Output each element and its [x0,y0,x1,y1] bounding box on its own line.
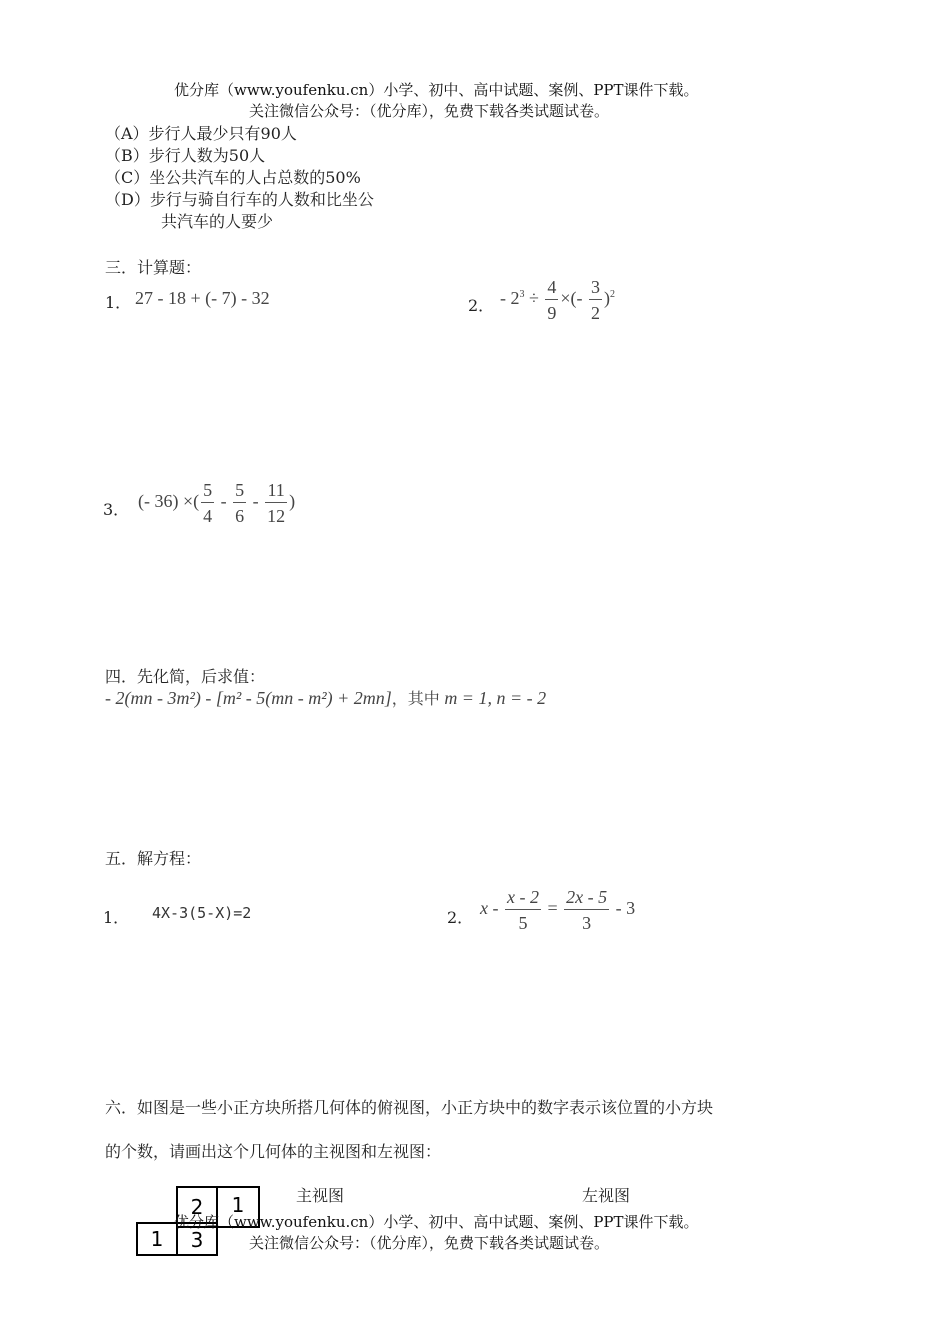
option-c: （C）坐公共汽车的人占总数的50% [105,168,361,187]
option-b: （B）步行人数为50人 [105,146,266,165]
option-d-continued: 共汽车的人要少 [161,212,274,231]
problem-5-1-label: 1． [103,908,130,927]
problem-3-3-label: 3． [103,500,130,519]
option-d: （D）步行与骑自行车的人数和比坐公 [105,190,374,209]
problem-5-2-label: 2． [447,908,474,927]
problem-3-1-expression: 27 - 18 + (- 7) - 32 [135,288,270,308]
grid-cell: 3 [176,1222,218,1256]
footer-line-2: 关注微信公众号：（优分库），免费下载各类试题试卷。 [249,1234,610,1252]
section-3-title: 三．计算题： [105,258,202,277]
problem-3-3-expression: (- 36) ×( $\frac{5}{4}$ - $\frac{5}{6}$ - $\frac{11}{12}$ ) [138,480,296,526]
option-a: （A）步行人最少只有90人 [105,124,297,143]
grid-cell: 2 [176,1186,218,1228]
header-line-2: 关注微信公众号：（优分库），免费下载各类试题试卷。 [249,102,610,120]
problem-3-2-expression: - $2^3$ ÷ $\frac{4}{9}$ ×(- $\frac{3}{2}$ )$^2$ [500,277,616,323]
problem-5-2-expression: x - $\frac{x - 2}{5}$ = $\frac{2x - 5}{3}$ - 3 [480,887,636,933]
problem-3-1-label: 1． [105,293,132,312]
label-left-view: 左视图 [582,1186,631,1205]
section-4-title: 四．先化简，后求值： [105,667,266,686]
section-6-line-2: 的个数，请画出这个几何体的主视图和左视图： [105,1142,442,1161]
label-main-view: 主视图 [296,1186,345,1205]
grid-cell: 1 [136,1222,178,1256]
problem-5-1-expression: 4X-3(5-X)=2 [152,904,252,922]
problem-3-2-label: 2． [468,296,495,315]
section-5-title: 五．解方程： [105,849,202,868]
section-4-expression: - 2(mn - 3m²) - [m² - 5(mn - m²) + 2mn]，其中 m = 1, n = - 2 [105,688,547,708]
section-6-line-1: 六．如图是一些小正方块所搭几何体的俯视图，小正方块中的数字表示该位置的小方块 [105,1098,714,1117]
grid-cell: 1 [216,1186,260,1228]
header-line-1: 优分库（www.youfenku.cn）小学、初中、高中试题、案例、PPT课件下载。 [174,81,699,99]
footer-line-1: 优分库（www.youfenku.cn）小学、初中、高中试题、案例、PPT课件下载。 [174,1213,699,1231]
